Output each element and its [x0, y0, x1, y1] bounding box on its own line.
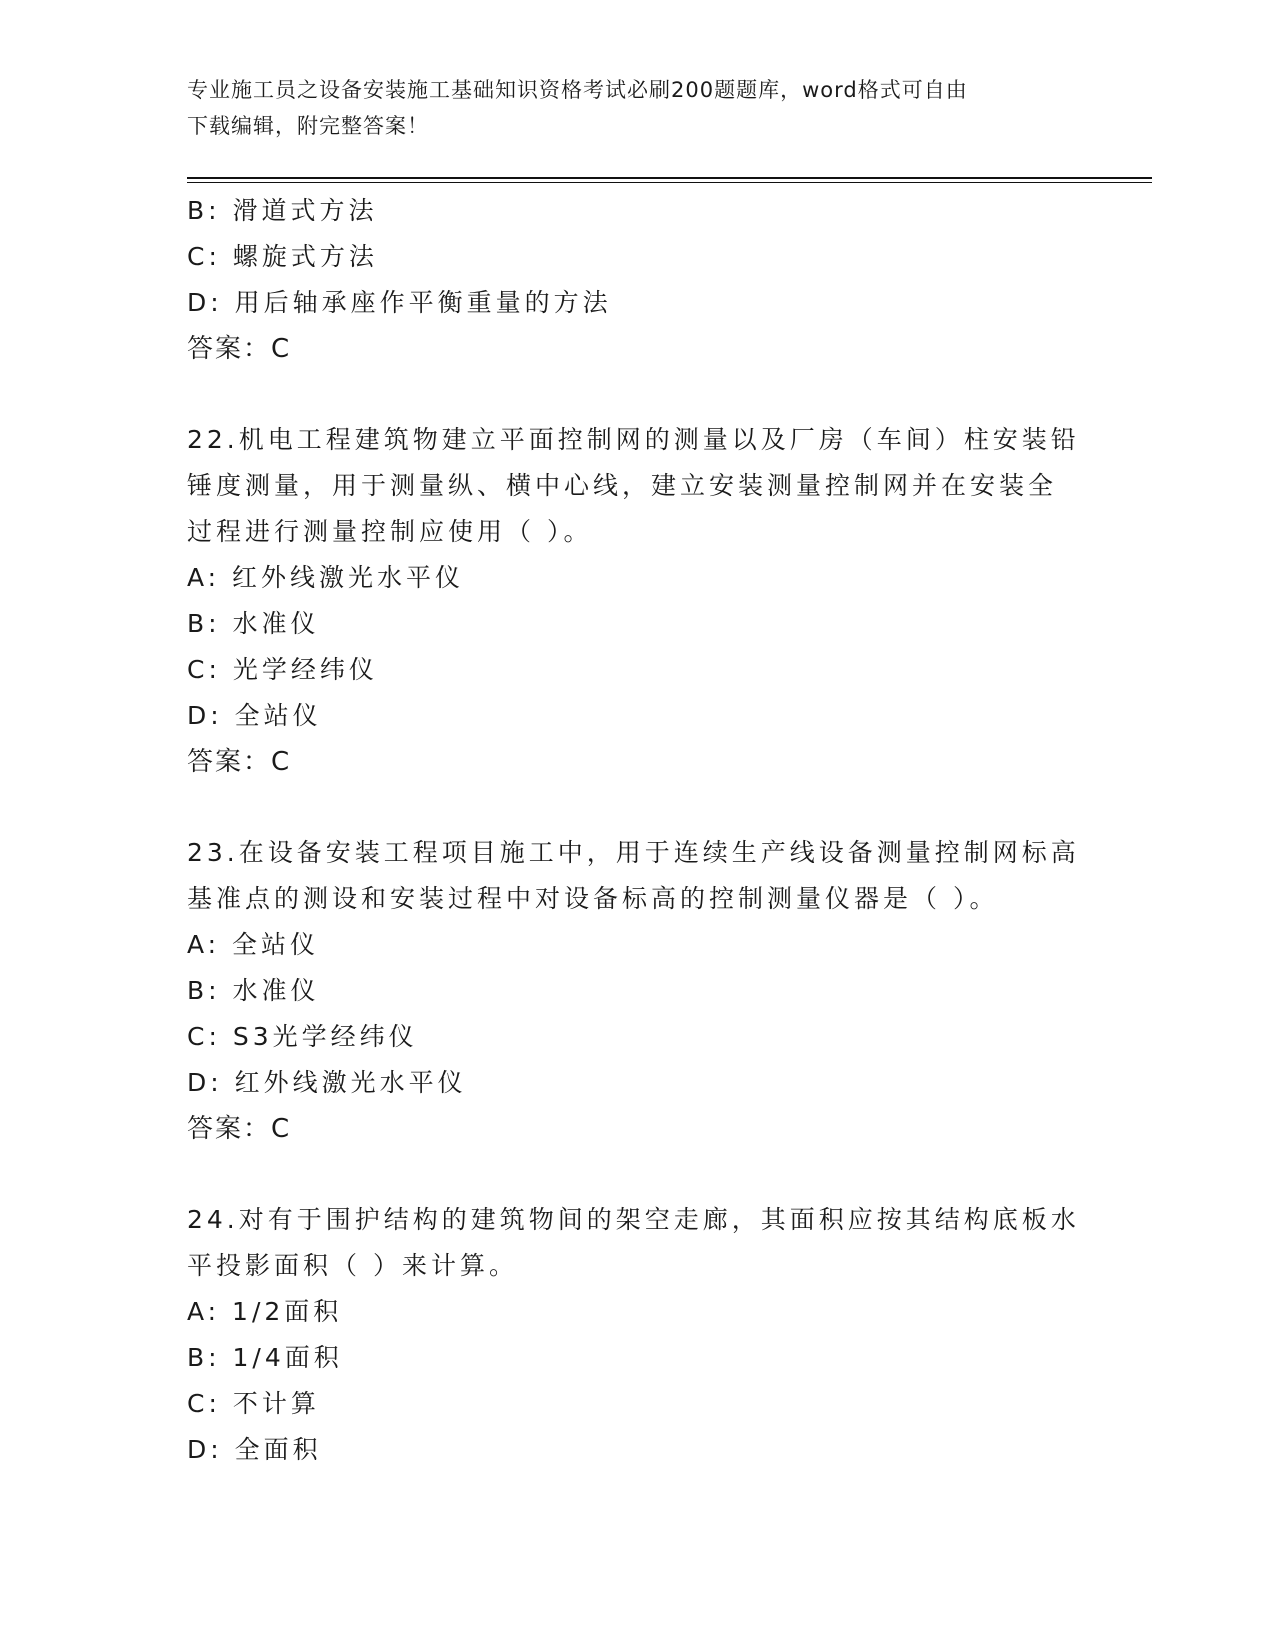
question-text-line: 22.机电工程建筑物建立平面控制网的测量以及厂房（车间）柱安装铅: [187, 425, 1080, 454]
question-list: [187, 188, 1087, 1473]
question-text-line: 锤度测量，用于测量纵、横中心线，建立安装测量控制网并在安装全: [187, 471, 1058, 500]
document-header: [187, 72, 1087, 144]
option-b: B: 水准仪: [187, 976, 320, 1005]
header-line-2: 下载编辑，附完整答案！: [187, 114, 429, 138]
header-rule-thin: [187, 182, 1152, 183]
option-d: D: 用后轴承座作平衡重量的方法: [187, 288, 612, 317]
question-21-tail: [187, 188, 1087, 372]
option-b: B: 滑道式方法: [187, 196, 378, 225]
question-spacer: [187, 1152, 1087, 1197]
answer-line: 答案：C: [187, 747, 292, 777]
header-rule-thick: [187, 177, 1152, 179]
option-c: C: S3光学经纬仪: [187, 1022, 418, 1051]
option-c: C: 螺旋式方法: [187, 242, 378, 271]
option-b: B: 水准仪: [187, 609, 320, 638]
option-a: A: 1/2面积: [187, 1297, 343, 1326]
question-spacer: [187, 372, 1087, 417]
question-text-line: 24.对有于围护结构的建筑物间的架空走廊，其面积应按其结构底板水: [187, 1205, 1080, 1234]
question-text-line: 过程进行测量控制应使用（ ）。: [187, 517, 593, 546]
question-23: [187, 830, 1087, 1152]
answer-line: 答案：C: [187, 1114, 292, 1144]
answer-line: 答案：C: [187, 334, 292, 364]
option-d: D: 全面积: [187, 1435, 322, 1464]
option-a: A: 全站仪: [187, 930, 320, 959]
option-d: D: 红外线激光水平仪: [187, 1068, 467, 1097]
option-d: D: 全站仪: [187, 701, 322, 730]
question-text-line: 基准点的测设和安装过程中对设备标高的控制测量仪器是（ ）。: [187, 884, 999, 913]
question-spacer: [187, 785, 1087, 830]
option-b: B: 1/4面积: [187, 1343, 343, 1372]
header-line-1: 专业施工员之设备安装施工基础知识资格考试必刷200题题库，word格式可自由: [187, 78, 968, 102]
option-a: A: 红外线激光水平仪: [187, 563, 465, 592]
question-24: [187, 1197, 1087, 1473]
option-c: C: 不计算: [187, 1389, 320, 1418]
question-text-line: 23.在设备安装工程项目施工中，用于连续生产线设备测量控制网标高: [187, 838, 1080, 867]
option-c: C: 光学经纬仪: [187, 655, 378, 684]
question-22: [187, 417, 1087, 785]
question-text-line: 平投影面积（ ）来计算。: [187, 1251, 518, 1280]
